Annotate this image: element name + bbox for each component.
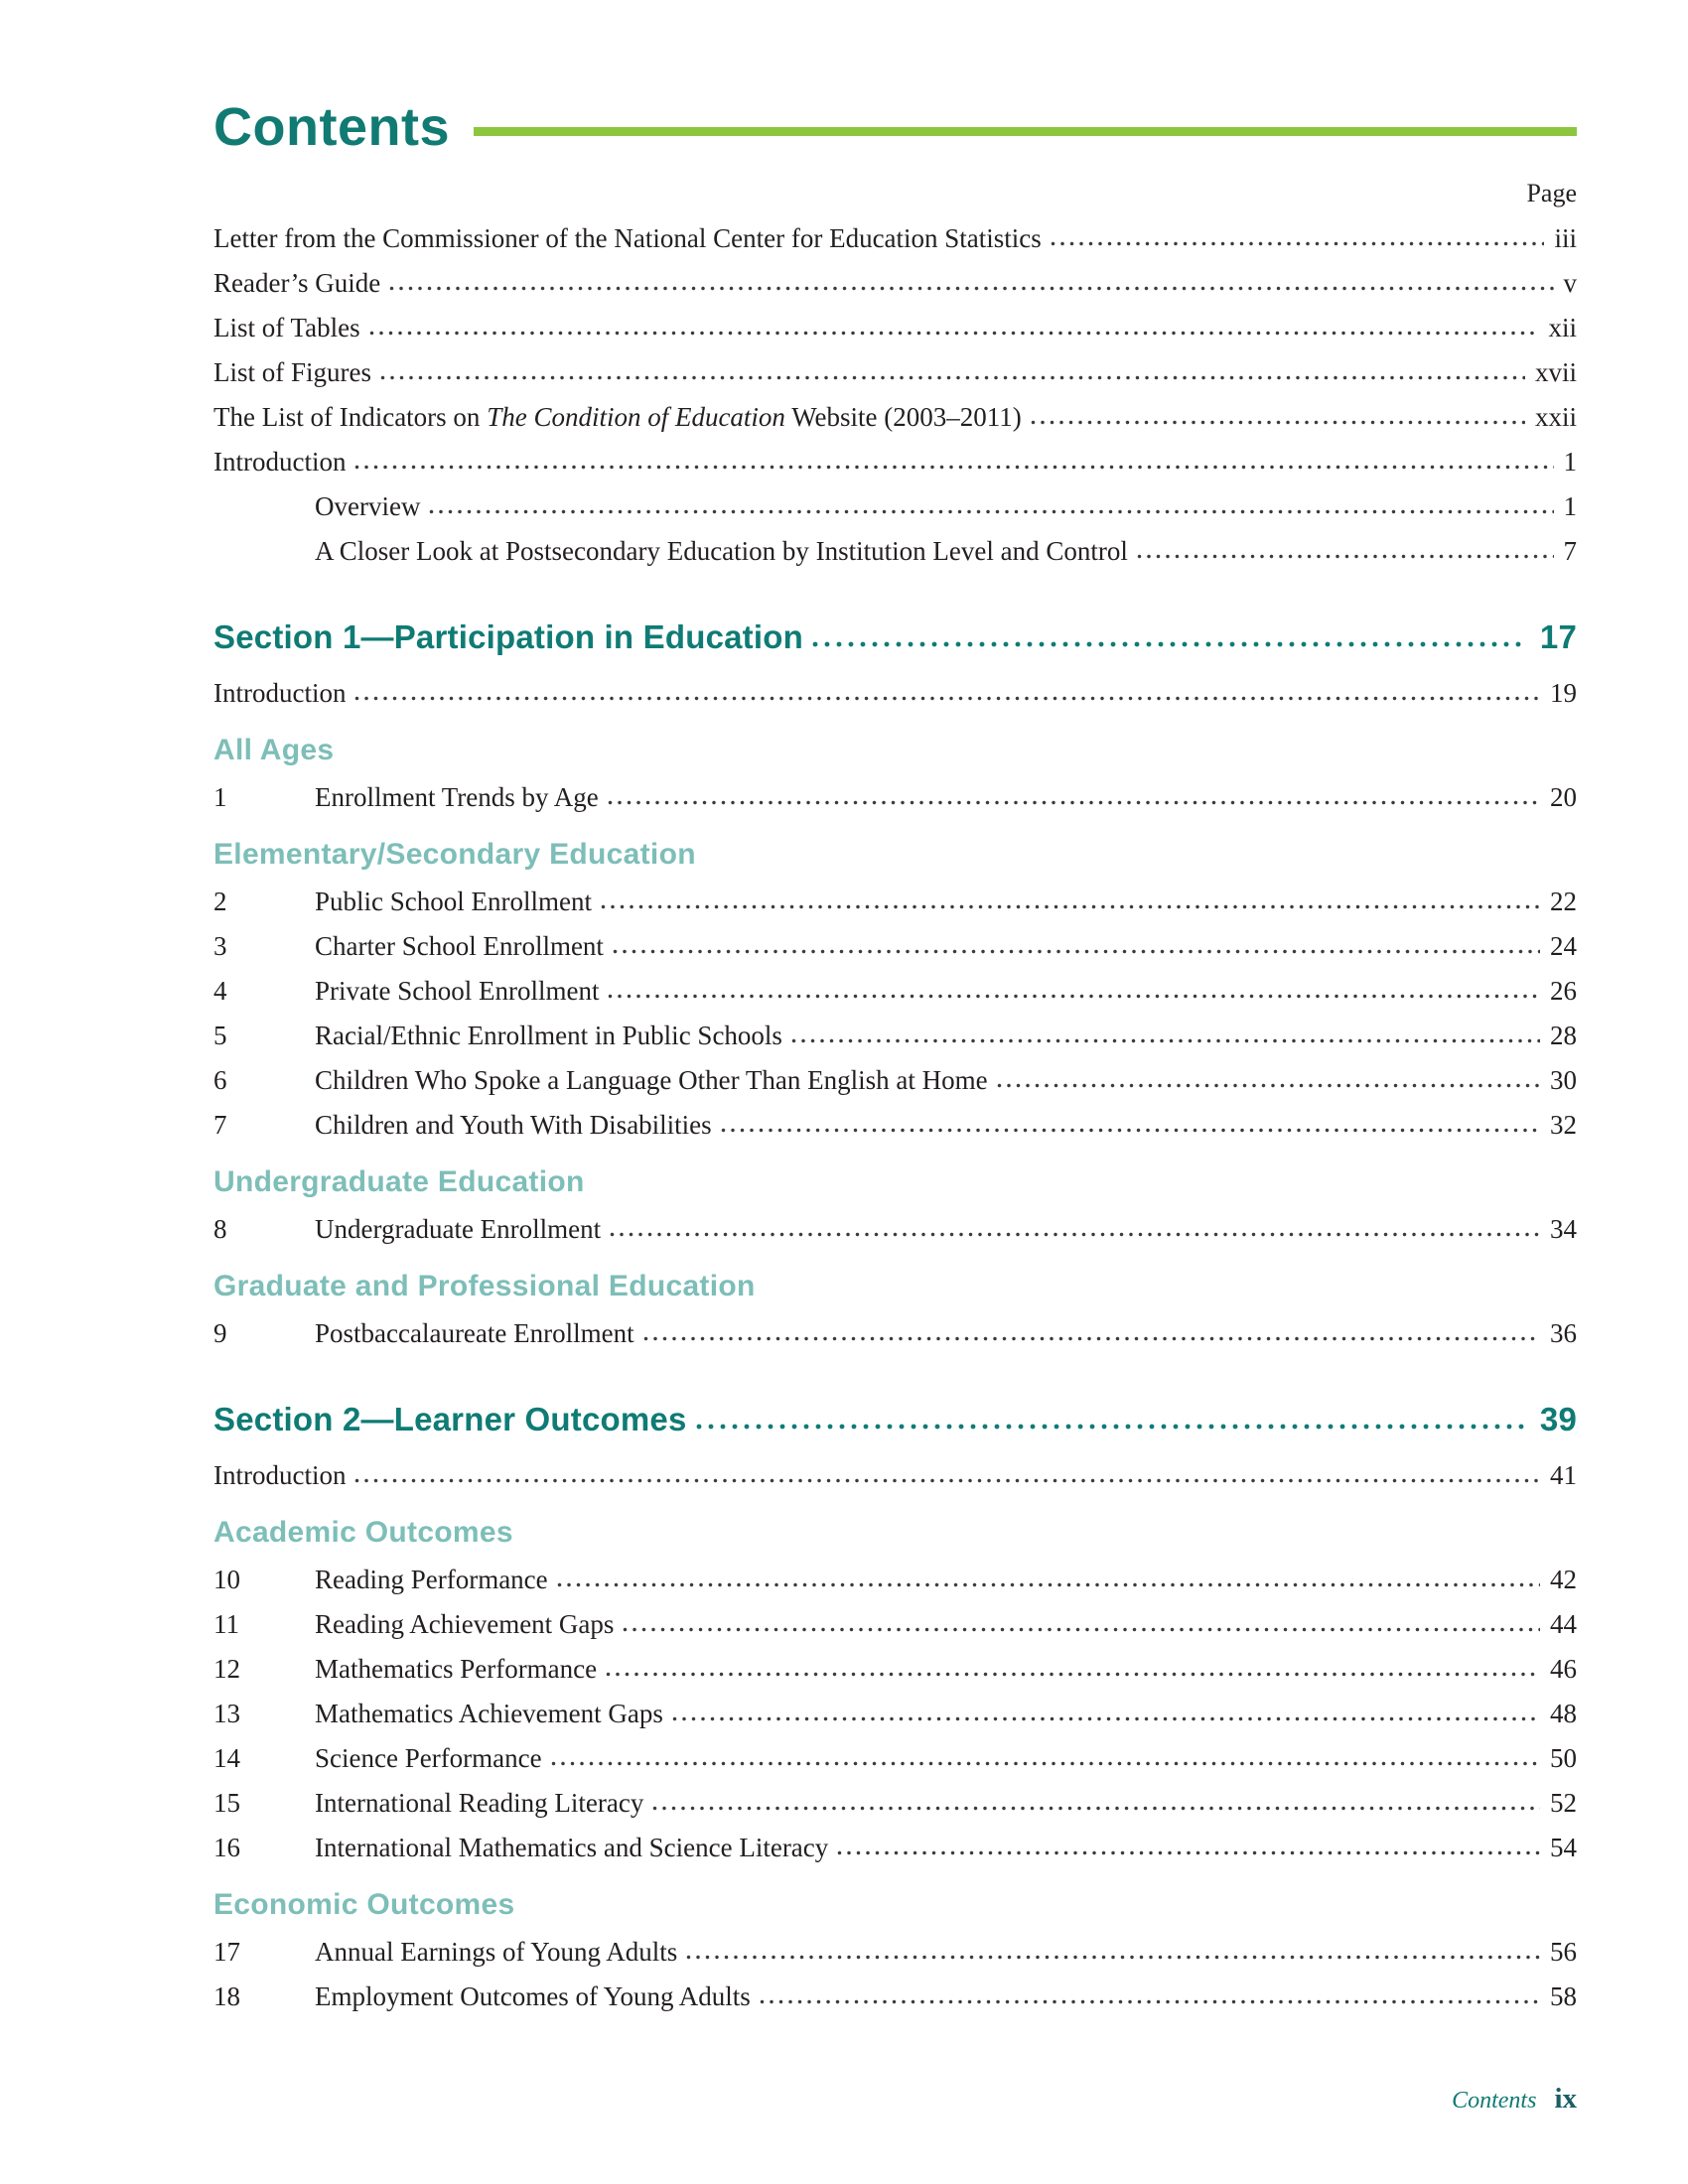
page-number: 41 — [1550, 1460, 1577, 1490]
dot-leader — [997, 1082, 1540, 1089]
toc-entry — [213, 671, 1577, 716]
indicator-entry — [213, 1692, 1577, 1736]
subsection-heading — [213, 830, 1577, 880]
entry-label: Science Performance — [315, 1743, 542, 1773]
dot-leader — [380, 374, 1525, 381]
page-number: 34 — [1550, 1214, 1577, 1244]
entry-label: A Closer Look at Postsecondary Education by Institution Level and Control — [315, 536, 1128, 566]
title-accent-rule — [474, 127, 1577, 136]
page-number: 7 — [1563, 536, 1577, 566]
entry-label: Annual Earnings of Young Adults — [315, 1937, 678, 1967]
page-header — [213, 99, 1577, 155]
indicator-number: 8 — [213, 1214, 227, 1244]
subsection-heading — [213, 726, 1577, 775]
dot-leader — [812, 640, 1524, 648]
section-title: Section 2—Learner Outcomes — [213, 1401, 687, 1437]
dot-leader — [672, 1715, 1540, 1722]
entry-label: List of Tables — [213, 313, 360, 342]
dot-leader — [354, 1477, 1540, 1484]
entry-label: Reader’s Guide — [213, 268, 381, 298]
entry-label: Letter from the Commissioner of the National Center for Education Statistics — [213, 223, 1042, 253]
page-footer — [1452, 2083, 1577, 2116]
entry-label: Mathematics Achievement Gaps — [315, 1699, 663, 1728]
entry-label: Enrollment Trends by Age — [315, 782, 599, 812]
dot-leader — [1137, 553, 1554, 560]
dot-leader — [557, 1581, 1540, 1588]
footer-section-label: Contents — [1452, 2088, 1537, 2114]
entry-label: Private School Enrollment — [315, 976, 600, 1006]
indicator-entry — [213, 924, 1577, 969]
entry-label: Employment Outcomes of Young Adults — [315, 1981, 751, 2011]
page-number: 58 — [1550, 1981, 1577, 2011]
dot-leader — [643, 1335, 1540, 1342]
entry-label: Racial/Ethnic Enrollment in Public Schools — [315, 1021, 782, 1050]
dot-leader — [606, 1671, 1540, 1678]
page-number: 17 — [1539, 618, 1577, 655]
page-number: xvii — [1534, 357, 1577, 387]
indicator-entry — [213, 1602, 1577, 1647]
toc-entry — [213, 529, 1577, 574]
indicator-entry — [213, 1736, 1577, 1781]
toc-entry — [213, 440, 1577, 484]
toc-entry — [213, 1453, 1577, 1498]
subsection-heading — [213, 1508, 1577, 1558]
dot-leader — [354, 695, 1540, 702]
page-number: 36 — [1550, 1318, 1577, 1348]
subsection-title: Academic Outcomes — [213, 1516, 513, 1549]
dot-leader — [696, 1423, 1524, 1431]
indicator-number: 12 — [213, 1654, 240, 1684]
indicator-number: 18 — [213, 1981, 240, 2011]
entry-label: Public School Enrollment — [315, 887, 592, 916]
indicator-entry — [213, 1014, 1577, 1058]
section-title: Section 1—Participation in Education — [213, 618, 803, 655]
dot-leader — [721, 1127, 1540, 1134]
indicator-entry — [213, 1781, 1577, 1826]
entry-label: International Reading Literacy — [315, 1788, 644, 1818]
page-number: 42 — [1550, 1565, 1577, 1594]
page-title: Contents — [213, 97, 450, 157]
dot-leader — [1051, 240, 1545, 247]
indicator-entry — [213, 775, 1577, 820]
entry-label: Charter School Enrollment — [315, 931, 604, 961]
entry-label: Reading Performance — [315, 1565, 548, 1594]
page-number: 1 — [1563, 491, 1577, 521]
indicator-entry — [213, 1207, 1577, 1252]
page-number: 54 — [1550, 1833, 1577, 1862]
indicator-number: 5 — [213, 1021, 227, 1050]
entry-label: Children and Youth With Disabilities — [315, 1110, 712, 1140]
page-number: 32 — [1550, 1110, 1577, 1140]
entry-label: Overview — [315, 491, 421, 521]
dot-leader — [608, 993, 1540, 1000]
dot-leader — [837, 1849, 1540, 1856]
page-number: 50 — [1550, 1743, 1577, 1773]
table-of-contents — [213, 216, 1577, 2019]
entry-label: Undergraduate Enrollment — [315, 1214, 602, 1244]
page-number: 22 — [1550, 887, 1577, 916]
indicator-entry — [213, 880, 1577, 924]
section-heading — [213, 612, 1577, 663]
indicator-entry — [213, 1826, 1577, 1870]
page-number: 19 — [1550, 678, 1577, 708]
indicator-number: 11 — [213, 1609, 239, 1639]
subsection-title: Undergraduate Education — [213, 1165, 585, 1198]
page-number: 30 — [1550, 1065, 1577, 1095]
dot-leader — [429, 508, 1553, 515]
section-heading — [213, 1394, 1577, 1445]
page-number: 46 — [1550, 1654, 1577, 1684]
indicator-number: 17 — [213, 1937, 240, 1967]
page-number: 28 — [1550, 1021, 1577, 1050]
dot-leader — [623, 1626, 1540, 1633]
subsection-title: Graduate and Professional Education — [213, 1270, 756, 1302]
page-number: 26 — [1550, 976, 1577, 1006]
indicator-entry — [213, 969, 1577, 1014]
page-number: xxii — [1534, 402, 1577, 432]
dot-leader — [369, 330, 1539, 337]
entry-label: Mathematics Performance — [315, 1654, 598, 1684]
subsection-title: Elementary/Secondary Education — [213, 838, 696, 871]
dot-leader — [613, 948, 1540, 955]
indicator-entry — [213, 1058, 1577, 1103]
entry-label: Postbaccalaureate Enrollment — [315, 1318, 634, 1348]
toc-entry — [213, 216, 1577, 261]
page-number: 44 — [1550, 1609, 1577, 1639]
dot-leader — [686, 1954, 1540, 1961]
entry-label: Introduction — [213, 447, 347, 477]
page-number: v — [1563, 268, 1577, 298]
dot-leader — [791, 1037, 1540, 1044]
indicator-number: 1 — [213, 782, 227, 812]
page-number: 56 — [1550, 1937, 1577, 1967]
page-number: 24 — [1550, 931, 1577, 961]
indicator-entry — [213, 1103, 1577, 1148]
indicator-entry — [213, 1975, 1577, 2019]
subsection-title: All Ages — [213, 734, 335, 766]
indicator-number: 3 — [213, 931, 227, 961]
page-number: 39 — [1539, 1401, 1577, 1437]
page-number: 1 — [1563, 447, 1577, 477]
page-number: iii — [1554, 223, 1577, 253]
indicator-number: 6 — [213, 1065, 227, 1095]
subsection-heading — [213, 1880, 1577, 1930]
subsection-heading — [213, 1158, 1577, 1207]
dot-leader — [760, 1998, 1540, 2005]
page-number: 52 — [1550, 1788, 1577, 1818]
indicator-number: 2 — [213, 887, 227, 916]
indicator-number: 4 — [213, 976, 227, 1006]
subsection-title: Economic Outcomes — [213, 1888, 515, 1921]
toc-entry — [213, 350, 1577, 395]
toc-entry — [213, 484, 1577, 529]
entry-label: Reading Achievement Gaps — [315, 1609, 615, 1639]
entry-label: The List of Indicators on The Condition of Education Website (2003–2011) — [213, 402, 1022, 432]
indicator-entry — [213, 1930, 1577, 1975]
dot-leader — [608, 799, 1540, 806]
toc-entry — [213, 261, 1577, 306]
entry-label: Children Who Spoke a Language Other Than English at Home — [315, 1065, 988, 1095]
page-column-label: Page — [1526, 179, 1577, 207]
indicator-number: 9 — [213, 1318, 227, 1348]
dot-leader — [354, 464, 1553, 471]
page-number: xii — [1548, 313, 1577, 342]
subsection-heading — [213, 1262, 1577, 1311]
indicator-number: 10 — [213, 1565, 240, 1594]
footer-page-number: ix — [1554, 2083, 1577, 2115]
indicator-entry — [213, 1647, 1577, 1692]
indicator-entry — [213, 1311, 1577, 1356]
page-number: 48 — [1550, 1699, 1577, 1728]
indicator-number: 7 — [213, 1110, 227, 1140]
indicator-number: 16 — [213, 1833, 240, 1862]
dot-leader — [601, 903, 1540, 910]
indicator-entry — [213, 1558, 1577, 1602]
indicator-number: 13 — [213, 1699, 240, 1728]
entry-label: Introduction — [213, 1460, 347, 1490]
toc-entry — [213, 306, 1577, 350]
entry-label: List of Figures — [213, 357, 371, 387]
entry-label: International Mathematics and Science Literacy — [315, 1833, 829, 1862]
dot-leader — [652, 1805, 1540, 1812]
entry-label: Introduction — [213, 678, 347, 708]
dot-leader — [551, 1760, 1540, 1767]
dot-leader — [610, 1231, 1540, 1238]
dot-leader — [1031, 419, 1525, 426]
contents-page — [213, 99, 1577, 2019]
indicator-number: 15 — [213, 1788, 240, 1818]
indicator-number: 14 — [213, 1743, 240, 1773]
toc-entry — [213, 395, 1577, 440]
page-number: 20 — [1550, 782, 1577, 812]
dot-leader — [389, 285, 1553, 292]
